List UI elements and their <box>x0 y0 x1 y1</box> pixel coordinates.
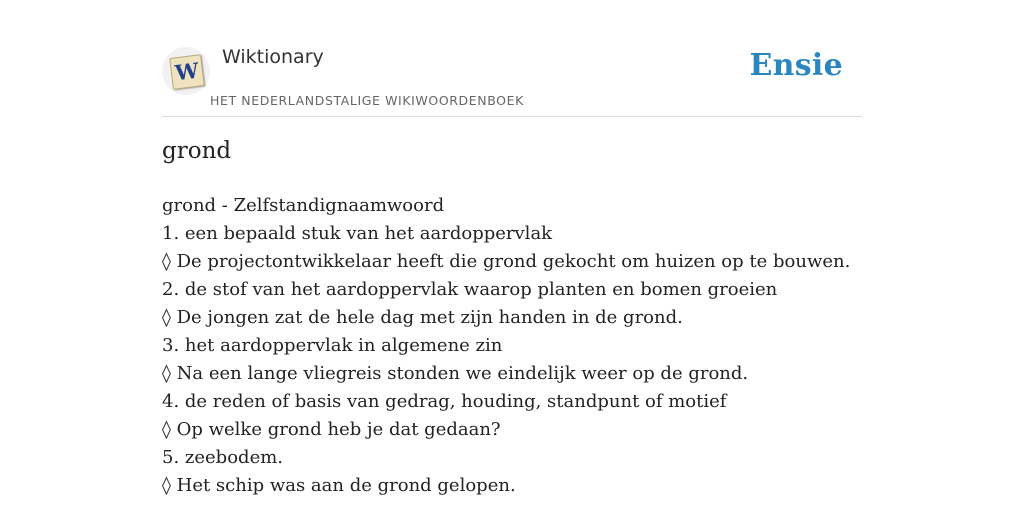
definition-2: 2. de stof van het aardoppervlak waarop planten en bomen groeien <box>162 279 778 300</box>
logo-tile <box>169 54 205 90</box>
logo-letter: W <box>173 57 201 86</box>
definition-3: 3. het aardoppervlak in algemene zin <box>162 335 503 356</box>
dictionary-entry <box>162 192 862 500</box>
wiktionary-logo[interactable] <box>162 47 210 95</box>
site-name[interactable]: Wiktionary <box>222 46 324 68</box>
example-1: ◊ De projectontwikkelaar heeft die grond gekocht om huizen op te bouwen. <box>162 251 851 272</box>
word-title: grond <box>162 138 232 164</box>
example-4: ◊ Op welke grond heb je dat gedaan? <box>162 419 501 440</box>
entry-heading: grond - Zelfstandignaamwoord <box>162 195 445 216</box>
example-3: ◊ Na een lange vliegreis stonden we eindelijk weer op de grond. <box>162 363 749 384</box>
definition-1: 1. een bepaald stuk van het aardoppervlak <box>162 223 553 244</box>
example-2: ◊ De jongen zat de hele dag met zijn handen in de grond. <box>162 307 683 328</box>
definition-4: 4. de reden of basis van gedrag, houding, standpunt of motief <box>162 391 727 412</box>
site-header <box>162 40 862 117</box>
example-5: ◊ Het schip was aan de grond gelopen. <box>162 475 516 496</box>
site-tagline: HET NEDERLANDSTALIGE WIKIWOORDENBOEK <box>210 93 524 108</box>
ensie-brand-link[interactable]: Ensie <box>749 48 843 83</box>
definition-5: 5. zeebodem. <box>162 447 284 468</box>
